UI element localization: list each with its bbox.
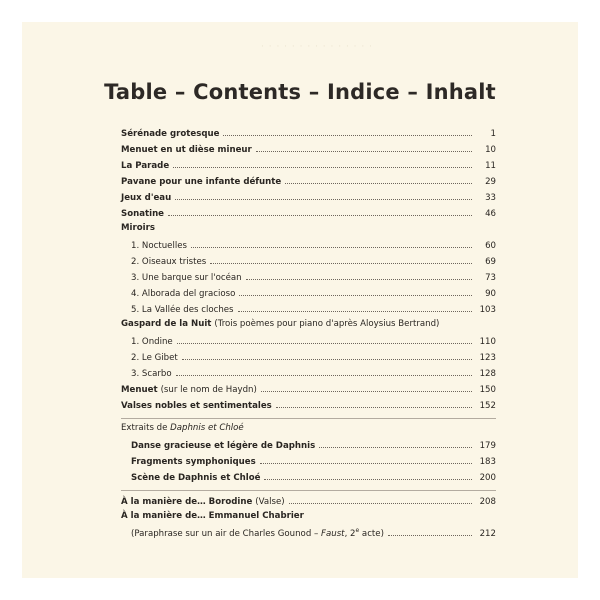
entry-title: Scène de Daphnis et Chloé [131, 473, 261, 483]
leader-dots [177, 335, 472, 344]
entry-title-main: À la manière de… Borodine [121, 497, 253, 507]
section-divider [121, 490, 496, 491]
section-heading-gaspard [121, 319, 439, 329]
entry-title: Fragments symphoniques [131, 457, 256, 467]
entry-title [131, 527, 384, 539]
leader-dots [289, 495, 472, 504]
toc-entry[interactable] [121, 207, 496, 219]
toc-subentry[interactable] [131, 471, 496, 483]
toc-subentry[interactable] [131, 271, 496, 283]
page-number: 123 [479, 353, 496, 363]
toc-entry[interactable] [121, 191, 496, 203]
leader-dots [173, 159, 472, 168]
faded-running-header: · · · · · · · · · · · · · · · [261, 42, 373, 52]
book-page [22, 22, 578, 578]
entry-title: 2. Oiseaux tristes [131, 257, 207, 267]
note-act: , 2 [344, 529, 356, 539]
entry-title: Valses nobles et sentimentales [121, 401, 272, 411]
page-number: 212 [479, 529, 496, 539]
toc-subentry[interactable] [131, 527, 496, 539]
entry-note: (sur le nom de Haydn) [160, 385, 257, 395]
leader-dots [191, 239, 472, 248]
toc-entry[interactable] [121, 127, 496, 139]
page-number: 11 [485, 161, 496, 171]
leader-dots [264, 471, 472, 480]
page-number: 33 [485, 193, 496, 203]
toc-entry[interactable] [121, 495, 496, 507]
toc-subentry[interactable] [131, 239, 496, 251]
page-number: 110 [479, 337, 496, 347]
note-work-title: Faust [321, 529, 345, 539]
page-number: 128 [479, 369, 496, 379]
page-number: 200 [479, 473, 496, 483]
entry-title: 1. Noctuelles [131, 241, 187, 251]
toc-subentry[interactable] [131, 255, 496, 267]
toc-subentry[interactable] [131, 335, 496, 347]
entry-title: 3. Scarbo [131, 369, 172, 379]
leader-dots [175, 191, 472, 200]
entry-title: Pavane pour une infante défunte [121, 177, 282, 187]
leader-dots [285, 175, 472, 184]
toc-subentry[interactable] [131, 287, 496, 299]
entry-title: 4. Alborada del gracioso [131, 289, 236, 299]
toc-subentry[interactable] [131, 455, 496, 467]
entry-title: 3. Une barque sur l'océan [131, 273, 242, 283]
toc-entry[interactable] [121, 143, 496, 155]
section-divider [121, 418, 496, 419]
toc-subentry[interactable] [131, 303, 496, 315]
leader-dots [210, 255, 472, 264]
page-number: 183 [479, 457, 496, 467]
page-number: 60 [485, 241, 496, 251]
leader-dots [238, 303, 472, 312]
leader-dots [176, 367, 472, 376]
entry-title: La Parade [121, 161, 170, 171]
note-superscript: e [355, 527, 360, 535]
page-number: 208 [479, 497, 496, 507]
leader-dots [168, 207, 472, 216]
note-suffix: acte) [359, 529, 384, 539]
leader-dots [256, 143, 472, 152]
toc-subentry[interactable] [131, 439, 496, 451]
page-number: 1 [490, 129, 496, 139]
entry-title: Danse gracieuse et légère de Daphnis [131, 441, 316, 451]
leader-dots [261, 383, 472, 392]
gaspard-title: Gaspard de la Nuit [121, 319, 212, 329]
leader-dots [319, 439, 472, 448]
page-number: 179 [479, 441, 496, 451]
toc-entry[interactable] [121, 159, 496, 171]
leader-dots [260, 455, 472, 464]
entry-title-main: Menuet [121, 385, 158, 395]
toc-entry[interactable] [121, 399, 496, 411]
page-number: 10 [485, 145, 496, 155]
page-number: 103 [479, 305, 496, 315]
leader-dots [239, 287, 472, 296]
toc-entry[interactable] [121, 175, 496, 187]
entry-title: Jeux d'eau [121, 193, 172, 203]
entry-title [121, 385, 257, 395]
section-heading-chabrier: À la manière de… Emmanuel Chabrier [121, 511, 304, 521]
entry-title: 2. Le Gibet [131, 353, 178, 363]
entry-title: 1. Ondine [131, 337, 173, 347]
section-heading-daphnis [121, 423, 244, 433]
entry-title: 5. La Vallée des cloches [131, 305, 234, 315]
entry-title: Sérénade grotesque [121, 129, 220, 139]
daphnis-prefix: Extraits de [121, 423, 171, 433]
note-prefix: (Paraphrase sur un air de Charles Gounod – [131, 529, 322, 539]
toc-entry[interactable] [121, 383, 496, 395]
entry-title [121, 497, 285, 507]
section-heading-miroirs: Miroirs [121, 223, 155, 233]
leader-dots [276, 399, 472, 408]
page-number: 73 [485, 273, 496, 283]
page-number: 150 [479, 385, 496, 395]
page-number: 46 [485, 209, 496, 219]
entry-title: Menuet en ut dièse mineur [121, 145, 252, 155]
leader-dots [223, 127, 472, 136]
toc-subentry[interactable] [131, 367, 496, 379]
page-title: Table – Contents – Indice – Inhalt [104, 80, 496, 104]
page-number: 69 [485, 257, 496, 267]
entry-title: Sonatine [121, 209, 165, 219]
leader-dots [246, 271, 472, 280]
toc-subentry[interactable] [131, 351, 496, 363]
page-number: 152 [479, 401, 496, 411]
page-number: 29 [485, 177, 496, 187]
leader-dots [182, 351, 472, 360]
entry-note: (Valse) [255, 497, 285, 507]
leader-dots [388, 527, 472, 536]
daphnis-work-title: Daphnis et Chloé [170, 423, 244, 433]
gaspard-subtitle: (Trois poèmes pour piano d'après Aloysius Bertrand) [214, 319, 440, 329]
page-number: 90 [485, 289, 496, 299]
